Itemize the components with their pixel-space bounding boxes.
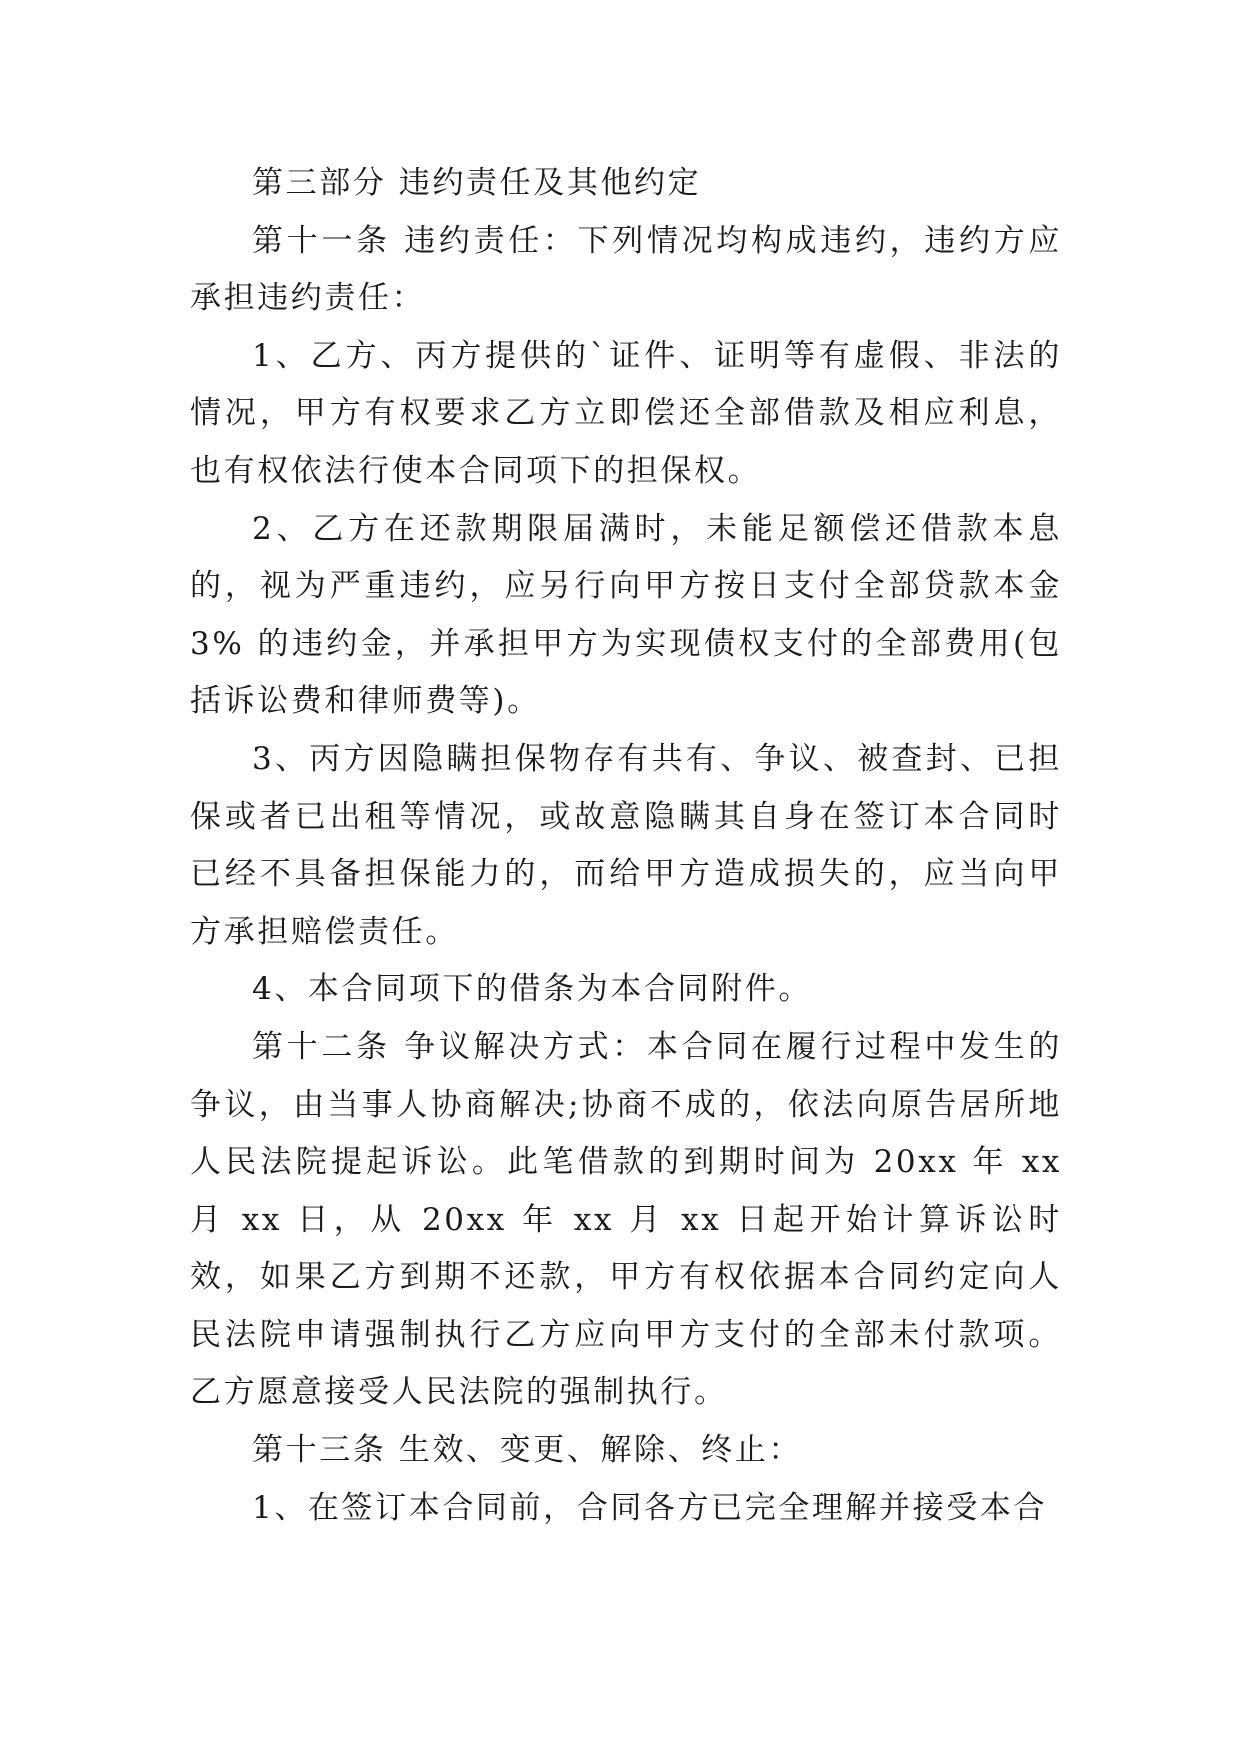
article-11-item-2: 2、乙方在还款期限届满时，未能足额偿还借款本息的，视为严重违约，应另行向甲方按日支付全部贷款本金 3% 的违约金，并承担甲方为实现债权支付的全部费用(包括诉讼费和律师费等)。 <box>190 510 1062 720</box>
section-heading: 第三部分 违约责任及其他约定 <box>252 165 702 201</box>
article-13-heading: 第十三条 生效、变更、解除、终止： <box>252 1432 803 1469</box>
article-11-heading: 第十一条 违约责任：下列情况均构成违约，违约方应承担违约责任： <box>190 222 1062 317</box>
article-13-item-1: 1、在签订本合同前，合同各方已完全理解并接受本合 <box>252 1489 1048 1526</box>
article-11-item-3: 3、丙方因隐瞒担保物存有共有、争议、被查封、已担保或者已出租等情况，或故意隐瞒其自身在签订本合同时已经不具备担保能力的，而给甲方造成损失的，应当向甲方承担赔偿责任。 <box>190 740 1062 950</box>
article-11-item-1: 1、乙方、丙方提供的`证件、证明等有虚假、非法的情况，甲方有权要求乙方立即偿还全部借款及相应利息，也有权依法行使本合同项下的担保权。 <box>190 337 1062 489</box>
article-12-paragraph: 第十二条 争议解决方式：本合同在履行过程中发生的争议，由当事人协商解决;协商不成的，依法向原告居所地人民法院提起诉讼。此笔借款的到期时间为 20xx 年 xx 月 xx 日，从 20xx 年 xx 月 xx 日起开始计算诉讼时效，如果乙方到期不还款，甲方有权依据本合同约定向人民法院申请强制执行乙方应向甲方支付的全部未付款项。乙方愿意接受人民法院的强制执行。 <box>190 1028 1062 1411</box>
article-11-item-4: 4、本合同项下的借条为本合同附件。 <box>252 971 812 1008</box>
document-body <box>190 155 1062 1537</box>
